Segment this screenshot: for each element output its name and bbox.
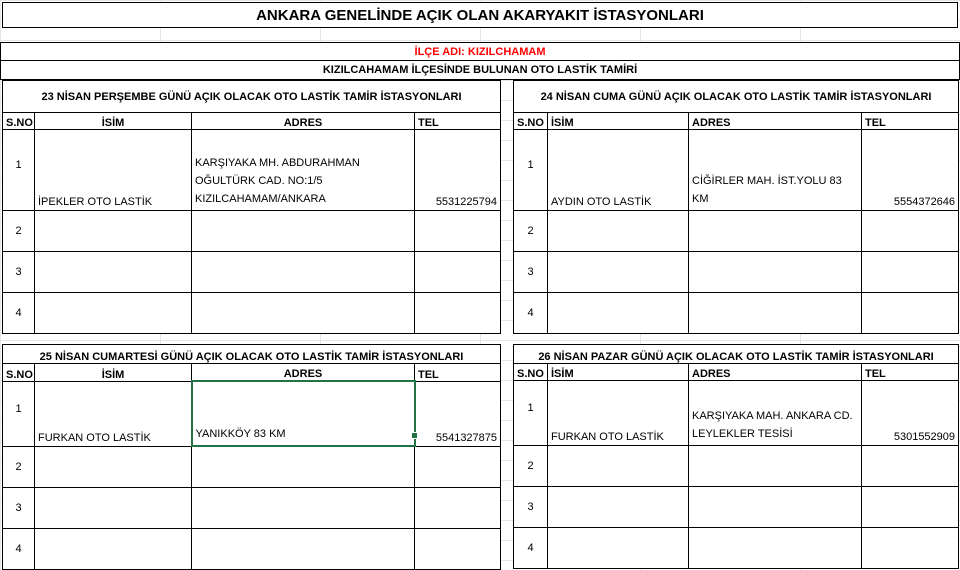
cell-no[interactable]: 4 (3, 293, 35, 334)
cell-address[interactable] (192, 211, 415, 252)
cell-tel[interactable] (415, 293, 501, 334)
cell-name[interactable] (548, 487, 689, 528)
cell-name[interactable]: FURKAN OTO LASTİK (548, 381, 689, 446)
cell-name[interactable]: FURKAN OTO LASTİK (35, 381, 192, 446)
table-row (3, 381, 501, 446)
schedule-block-23-nisan (2, 80, 501, 334)
table-row (3, 529, 501, 570)
cell-address[interactable] (689, 487, 862, 528)
cell-tel[interactable]: 5301552909 (862, 381, 959, 446)
cell-address[interactable] (192, 488, 415, 529)
district-label[interactable]: İLÇE ADI: KIZILCHAMAM (0, 42, 960, 61)
cell-tel[interactable] (415, 211, 501, 252)
cell-tel[interactable]: 5541327875 (415, 381, 501, 446)
column-header-address[interactable]: ADRES (192, 113, 415, 130)
cell-no[interactable]: 3 (3, 252, 35, 293)
cell-no[interactable]: 3 (514, 487, 548, 528)
cell-tel[interactable]: 5531225794 (415, 130, 501, 211)
sheet-title[interactable]: ANKARA GENELİNDE AÇIK OLAN AKARYAKIT İSTASYONLARI (2, 2, 958, 28)
cell-no[interactable]: 3 (3, 488, 35, 529)
table-row (514, 130, 959, 211)
cell-name[interactable] (35, 446, 192, 488)
cell-address[interactable] (689, 528, 862, 569)
fill-handle[interactable] (411, 432, 418, 439)
cell-tel[interactable] (415, 446, 501, 488)
block-caption[interactable]: 24 NİSAN CUMA GÜNÜ AÇIK OLACAK OTO LASTİK TAMİR İSTASYONLARI (514, 81, 959, 113)
cell-no[interactable]: 3 (514, 252, 548, 293)
column-header-address[interactable]: ADRES (689, 364, 862, 381)
cell-no[interactable]: 1 (514, 130, 548, 211)
cell-tel[interactable] (415, 252, 501, 293)
table-row (514, 381, 959, 446)
block-caption[interactable]: 25 NİSAN CUMARTESİ GÜNÜ AÇIK OLACAK OTO LASTİK TAMİR İSTASYONLARI (3, 345, 501, 364)
column-header-no[interactable]: S.NO (514, 364, 548, 381)
column-header-name[interactable]: İSİM (548, 364, 689, 381)
table-row (514, 211, 959, 252)
cell-tel[interactable] (862, 252, 959, 293)
table-row (3, 252, 501, 293)
column-header-no[interactable]: S.NO (514, 113, 548, 130)
table-row (3, 488, 501, 529)
column-header-no[interactable]: S.NO (3, 113, 35, 130)
cell-address[interactable] (192, 529, 415, 570)
table-row (514, 446, 959, 487)
section-subtitle[interactable]: KIZILCAHAMAM İLÇESİNDE BULUNAN OTO LASTİK TAMİRİ (0, 61, 960, 80)
cell-tel[interactable] (862, 446, 959, 487)
cell-name[interactable] (35, 293, 192, 334)
table-row (3, 130, 501, 211)
column-header-tel[interactable]: TEL (862, 364, 959, 381)
cell-name[interactable] (35, 252, 192, 293)
cell-address[interactable] (689, 446, 862, 487)
block-caption[interactable]: 23 NİSAN PERŞEMBE GÜNÜ AÇIK OLACAK OTO LASTİK TAMİR İSTASYONLARI (3, 81, 501, 113)
cell-name[interactable]: İPEKLER OTO LASTİK (35, 130, 192, 211)
column-header-name[interactable]: İSİM (35, 364, 192, 382)
cell-address[interactable]: CİĞİRLER MAH. İST.YOLU 83 KM (689, 130, 862, 211)
table-row (514, 293, 959, 334)
cell-name[interactable] (35, 529, 192, 570)
cell-name[interactable] (548, 211, 689, 252)
table-row (3, 211, 501, 252)
cell-no[interactable]: 4 (514, 528, 548, 569)
cell-name[interactable] (548, 528, 689, 569)
cell-no[interactable]: 1 (514, 381, 548, 446)
cell-tel[interactable] (862, 528, 959, 569)
cell-no[interactable]: 2 (3, 446, 35, 488)
column-header-address[interactable]: ADRES (689, 113, 862, 130)
column-header-address[interactable]: ADRES (192, 364, 415, 382)
cell-name[interactable]: AYDIN OTO LASTİK (548, 130, 689, 211)
cell-tel[interactable] (862, 211, 959, 252)
cell-tel[interactable] (415, 529, 501, 570)
table-row (3, 446, 501, 488)
cell-name[interactable] (35, 488, 192, 529)
cell-address[interactable] (689, 211, 862, 252)
cell-no[interactable]: 2 (514, 211, 548, 252)
schedule-block-25-nisan (2, 344, 501, 570)
table-row (514, 252, 959, 293)
cell-address[interactable] (689, 252, 862, 293)
cell-address[interactable] (192, 446, 415, 488)
cell-address[interactable] (192, 252, 415, 293)
column-header-tel[interactable]: TEL (415, 364, 501, 382)
cell-no[interactable]: 1 (3, 381, 35, 446)
cell-no[interactable]: 4 (514, 293, 548, 334)
column-header-tel[interactable]: TEL (415, 113, 501, 130)
cell-no[interactable]: 1 (3, 130, 35, 211)
schedule-block-26-nisan (513, 344, 959, 569)
cell-tel[interactable]: 5554372646 (862, 130, 959, 211)
cell-address[interactable] (689, 293, 862, 334)
column-header-name[interactable]: İSİM (35, 113, 192, 130)
table-row (514, 487, 959, 528)
cell-tel[interactable] (862, 293, 959, 334)
cell-no[interactable]: 2 (3, 211, 35, 252)
cell-name[interactable] (548, 252, 689, 293)
cell-name[interactable] (548, 446, 689, 487)
cell-address[interactable] (192, 293, 415, 334)
cell-address[interactable]: KARŞIYAKA MH. ABDURAHMAN OĞULTÜRK CAD. NO:1/5 KIZILCAHAMAM/ANKARA (192, 130, 415, 211)
cell-tel[interactable] (862, 487, 959, 528)
column-header-no[interactable]: S.NO (3, 364, 35, 382)
cell-address-selected[interactable]: YANIKKÖY 83 KM (192, 381, 415, 446)
table-row (3, 293, 501, 334)
schedule-block-24-nisan (513, 80, 959, 334)
cell-no[interactable]: 4 (3, 529, 35, 570)
cell-address[interactable]: KARŞIYAKA MAH. ANKARA CD. LEYLEKLER TESİSİ (689, 381, 862, 446)
column-header-name[interactable]: İSİM (548, 113, 689, 130)
cell-no[interactable]: 2 (514, 446, 548, 487)
table-row (514, 528, 959, 569)
cell-name[interactable] (35, 211, 192, 252)
column-header-tel[interactable]: TEL (862, 113, 959, 130)
block-caption[interactable]: 26 NİSAN PAZAR GÜNÜ AÇIK OLACAK OTO LASTİK TAMİR İSTASYONLARI (514, 345, 959, 364)
cell-name[interactable] (548, 293, 689, 334)
cell-tel[interactable] (415, 488, 501, 529)
